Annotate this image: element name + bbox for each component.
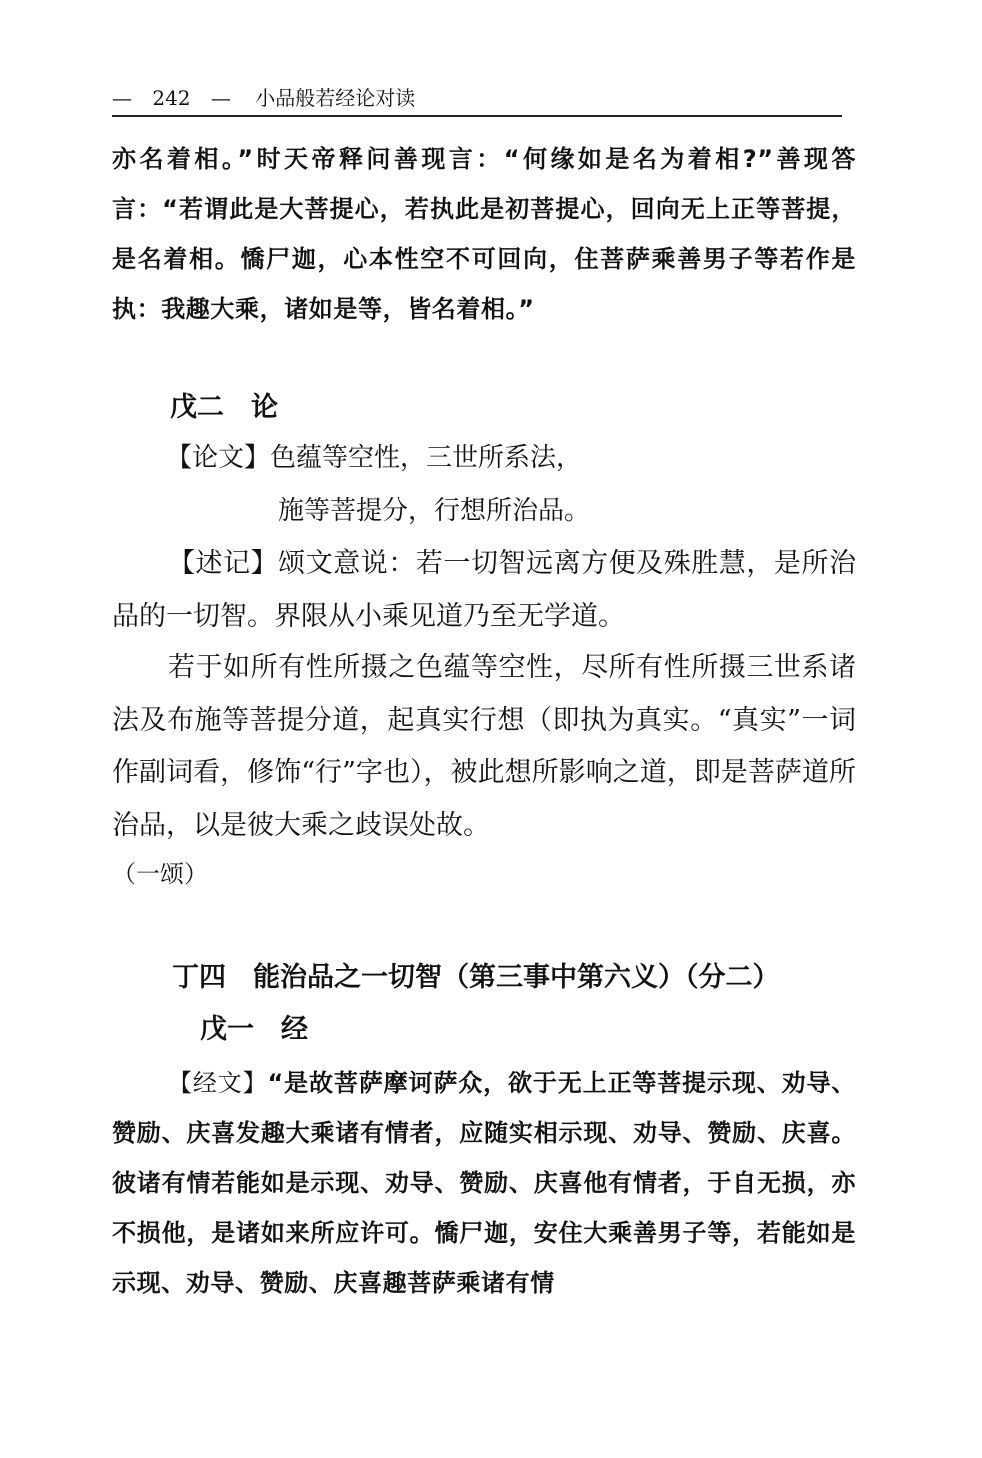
- treatise-verse-line-1: [166, 438, 582, 478]
- running-header: [112, 84, 872, 114]
- verse-count: （一颂）: [112, 860, 208, 888]
- section-heading-ding-si: 丁四 能治品之一切智（第三事中第六义）（分二）: [172, 962, 780, 993]
- verse-line-2: 施等菩提分，行想所治品。: [278, 496, 591, 526]
- top-passage: 亦名着相。”时天帝释问善现言：“何缘如是名为着相?”善现答言：“若谓此是大菩提心，若执此是初菩提心，回向无上正等菩提，是名着相。憍尸迦，心本性空不可回向，住菩萨乘善男子等若作是执：我趣大乘，诸如是等，皆名着相。”: [112, 145, 856, 323]
- page-number: 242: [152, 86, 191, 110]
- header-dash-left: —: [112, 86, 132, 110]
- header-dash-right: —: [210, 86, 231, 110]
- sutra-text: “是故菩萨摩诃萨众，欲于无上正等菩提示现、劝导、赞励、庆喜发趣大乘诸有情者，应随实相示现、劝导、赞励、庆喜。彼诸有情若能如是示现、劝导、赞励、庆喜他有情者，于自无损，亦不损他，是诸如来所应许可。憍尸迦，安住大乘善男子等，若能如是示现、劝导、赞励、庆喜趣菩萨乘诸有情: [112, 1069, 856, 1297]
- commentary-paragraph-1: [112, 538, 856, 643]
- treatise-tag: 【论文】: [166, 443, 271, 473]
- commentary-tag: 【述记】: [168, 548, 279, 579]
- verse-line-1: 色蕴等空性，三世所系法，: [270, 443, 583, 473]
- section-subheading-wu-yi: 戊一 经: [200, 1014, 308, 1045]
- commentary-paragraph-2: 若于如所有性所摄之色蕴等空性，尽所有性所摄三世系诸法及布施等菩提分道，起真实行想（即执为真实。“真实”一词作副词看，修饰“行”字也），被此想所影响之道，即是菩萨道所治品，以是彼大乘之歧误处故。: [112, 652, 856, 841]
- sutra-paragraph: [112, 1058, 856, 1308]
- commentary-p1-text: 颂文意说：若一切智远离方便及殊胜慧，是所治品的一切智。界限从小乘见道乃至无学道。: [112, 548, 857, 632]
- sutra-tag: 【经文】: [168, 1069, 268, 1097]
- book-title: 小品般若经论对读: [255, 86, 416, 110]
- section-heading-wu-er: 戊二 论: [170, 392, 278, 423]
- header-rule: [112, 115, 842, 117]
